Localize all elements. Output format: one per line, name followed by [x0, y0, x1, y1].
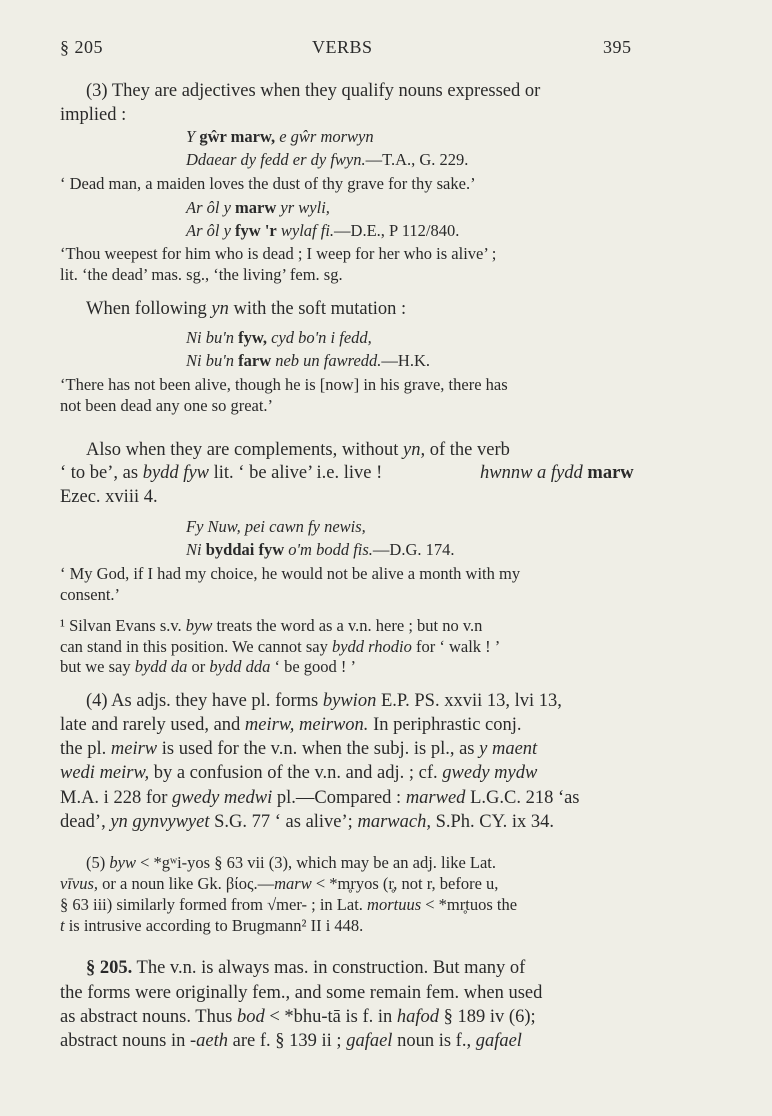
text-line: implied :	[60, 105, 127, 125]
verse-line: Fy Nuw, pei cawn fy newis,	[186, 517, 366, 536]
text-line: hwnnw a fydd marw	[480, 463, 634, 483]
text-line: late and rarely used, and meirw, meirwon. In periphrastic conj.	[60, 715, 522, 735]
footnote-line: but we say bydd da or bydd dda ‘ be good ! ’	[60, 657, 357, 676]
verse-line: Y gŵr marw, e gŵr morwyn	[186, 127, 374, 146]
note-line: vīvus, or a noun like Gk. βίος.—marw < *m̥ryos (r̥, not r, before u,	[60, 874, 499, 893]
text-line: (3) They are adjectives when they qualify nouns expressed or	[86, 81, 541, 101]
header-page-number: 395	[603, 37, 632, 57]
translation-line: consent.’	[60, 585, 121, 604]
text-line: Also when they are complements, without yn, of the verb	[86, 440, 510, 460]
text-line: abstract nouns in -aeth are f. § 139 ii ; gafael noun is f., gafael	[60, 1031, 522, 1051]
note-line: § 63 iii) similarly formed from √mer- ; in Lat. mortuus < *mr̥tuos the	[60, 895, 518, 914]
verse-line: Ar ôl y fyw 'r wylaf fi.—D.E., P 112/840.	[186, 221, 460, 240]
text-line: (4) As adjs. they have pl. forms bywion E.P. PS. xxvii 13, lvi 13,	[86, 691, 562, 711]
verse-line: Ni bu'n fyw, cyd bo'n i fedd,	[186, 328, 372, 347]
footnote-line: ¹ Silvan Evans s.v. byw treats the word as a v.n. here ; but no v.n	[60, 616, 483, 635]
text-line: wedi meirw, by a confusion of the v.n. and adj. ; cf. gwedy mydw	[60, 763, 538, 783]
verse-line: Ni bu'n farw neb un fawredd.—H.K.	[186, 351, 430, 370]
translation-line: not been dead any one so great.’	[60, 396, 274, 415]
section-205-line: § 205. The v.n. is always mas. in construction. But many of	[86, 958, 526, 978]
verse-line: Ni byddai fyw o'm bodd fis.—D.G. 174.	[186, 540, 455, 559]
translation-line: ‘There has not been alive, though he is [now] in his grave, there has	[60, 375, 508, 394]
note-line: t is intrusive according to Brugmann² II i 448.	[60, 916, 364, 935]
translation-line: ‘ Dead man, a maiden loves the dust of thy grave for thy sake.’	[60, 174, 476, 193]
text-line: the forms were originally fem., and some remain fem. when used	[60, 983, 543, 1003]
text-line: ‘ to be’, as bydd fyw lit. ‘ be alive’ i.e. live !	[60, 463, 383, 483]
text-line: When following yn with the soft mutation :	[86, 299, 407, 319]
text-line: as abstract nouns. Thus bod < *bhu-tā is f. in hafod § 189 iv (6);	[60, 1007, 536, 1027]
footnote-line: can stand in this position. We cannot say bydd rhodio for ‘ walk ! ’	[60, 637, 501, 656]
header-section: § 205	[60, 37, 103, 57]
text-line: Ezec. xviii 4.	[60, 487, 158, 507]
header-title: VERBS	[312, 37, 373, 57]
note-line: (5) byw < *gʷi-yos § 63 vii (3), which may be an adj. like Lat.	[86, 853, 497, 872]
verse-line: Ddaear dy fedd er dy fwyn.—T.A., G. 229.	[186, 150, 469, 169]
translation-line: lit. ‘the dead’ mas. sg., ‘the living’ fem. sg.	[60, 265, 343, 284]
text-line: dead’, yn gynvywyet S.G. 77 ‘ as alive’; marwach, S.Ph. CY. ix 34.	[60, 812, 554, 832]
text-line: M.A. i 228 for gwedy medwi pl.—Compared : marwed L.G.C. 218 ‘as	[60, 788, 580, 808]
verse-line: Ar ôl y marw yr wyli,	[186, 198, 330, 217]
translation-line: ‘ My God, if I had my choice, he would not be alive a month with my	[60, 564, 521, 583]
text-line: the pl. meirw is used for the v.n. when the subj. is pl., as y maent	[60, 739, 538, 759]
translation-line: ‘Thou weepest for him who is dead ; I weep for her who is alive’ ;	[60, 244, 497, 263]
